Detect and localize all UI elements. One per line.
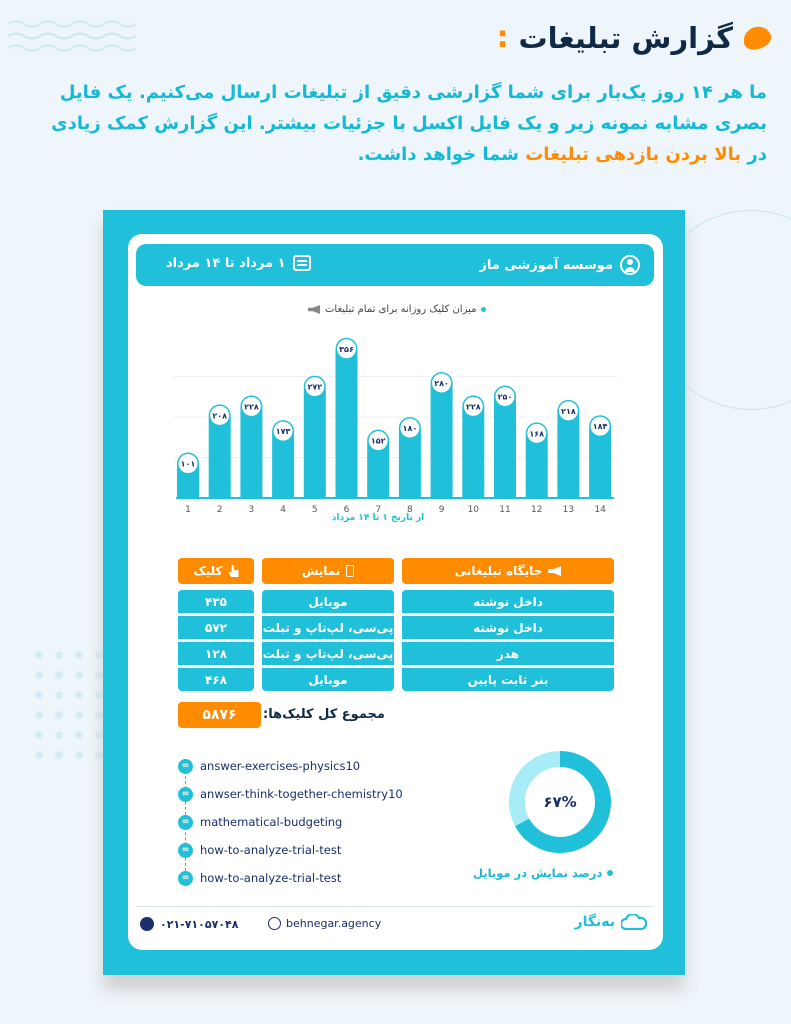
phone-icon bbox=[346, 565, 354, 577]
bar-value-label: ۱۷۳ bbox=[275, 427, 291, 437]
bar-base bbox=[526, 486, 548, 498]
header-position-label: جایگاه تبلیغاتی bbox=[454, 564, 543, 578]
wave-decoration bbox=[8, 18, 148, 58]
institute-name: موسسه آموزشی ماز bbox=[479, 257, 613, 273]
table-cell-display: موبایل bbox=[262, 668, 394, 691]
link-item[interactable] bbox=[178, 808, 403, 836]
chart-x-label: از تاریخ ۱ تا ۱۴ مرداد bbox=[331, 513, 425, 523]
header-position bbox=[402, 558, 614, 584]
phone-number: ۰۲۱-۷۱۰۵۷۰۴۸ bbox=[160, 917, 239, 931]
link-item[interactable] bbox=[178, 780, 403, 808]
calendar-icon bbox=[293, 255, 311, 271]
bar-value-label: ۱۰۱ bbox=[180, 459, 196, 469]
link-item[interactable] bbox=[178, 752, 403, 780]
link-item[interactable] bbox=[178, 836, 403, 864]
link-icon: ∞ bbox=[178, 787, 193, 802]
bar-value-label: ۲۲۸ bbox=[465, 402, 481, 412]
link-text[interactable]: anwser-think-together-chemistry10 bbox=[200, 787, 403, 801]
donut-caption-text: درصد نمایش در موبایل bbox=[473, 866, 603, 880]
dots-decoration bbox=[34, 650, 104, 760]
bar-base bbox=[304, 486, 326, 498]
bar-base bbox=[209, 486, 231, 498]
x-tick-label: 4 bbox=[280, 505, 286, 515]
x-tick-label: 8 bbox=[407, 505, 413, 515]
table-cell-display: پی‌سی، لپ‌تاپ و تبلت bbox=[262, 642, 394, 665]
bar-value-label: ۲۵۰ bbox=[497, 392, 513, 402]
bar-base bbox=[462, 486, 484, 498]
table-cell-display: پی‌سی، لپ‌تاپ و تبلت bbox=[262, 616, 394, 639]
chart-title: میزان کلیک روزانه برای تمام تبلیغات bbox=[325, 304, 477, 315]
bar-value-label: ۱۸۴ bbox=[592, 422, 608, 432]
page-title-row bbox=[497, 20, 771, 55]
x-tick-label: 1 bbox=[185, 505, 191, 515]
header-display bbox=[262, 558, 394, 584]
bar-value-label: ۲۷۲ bbox=[307, 382, 323, 392]
table-cell-clicks: ۵۷۲ bbox=[178, 616, 254, 639]
footer-divider bbox=[136, 906, 654, 907]
megaphone-icon bbox=[308, 305, 320, 314]
link-text[interactable]: how-to-analyze-trial-test bbox=[200, 843, 342, 857]
article-links bbox=[178, 752, 403, 892]
bar-value-label: ۲۰۸ bbox=[212, 411, 228, 421]
title-bullet-icon bbox=[740, 22, 774, 52]
table-cell-clicks: ۴۳۵ bbox=[178, 590, 254, 613]
header-clicks bbox=[178, 558, 254, 584]
footer-brand bbox=[575, 914, 647, 930]
caption-dot bbox=[607, 870, 613, 876]
x-tick-label: 13 bbox=[562, 505, 575, 515]
date-range: ۱ مرداد تا ۱۴ مرداد bbox=[166, 255, 286, 271]
footer-website[interactable] bbox=[268, 917, 381, 930]
table-cell-position: داخل نوشته bbox=[402, 616, 614, 639]
bar-base bbox=[589, 486, 611, 498]
intro-text-1: ما هر ۱۴ روز یک‌بار برای شما گزارشی دقیق از تبلیغات ارسال می‌کنیم. یک فایل بصری مشابه نمونه زیر و یک فایل اکسل با جزئیات بیشتر. این گزارش کمک زیادی در bbox=[51, 82, 767, 165]
x-tick-label: 2 bbox=[216, 505, 223, 515]
footer-phone[interactable] bbox=[140, 917, 238, 931]
x-tick-label: 9 bbox=[438, 505, 445, 515]
bar-base bbox=[557, 486, 579, 498]
bar-value-label: ۱۸۰ bbox=[402, 424, 418, 433]
x-tick-label: 3 bbox=[248, 505, 255, 515]
table-cell-position: بنر ثابت پایین bbox=[402, 668, 614, 691]
mobile-share-donut bbox=[506, 748, 614, 856]
bar-value-label: ۳۵۶ bbox=[339, 344, 354, 354]
table-cell-position: هدر bbox=[402, 642, 614, 665]
link-icon: ∞ bbox=[178, 871, 193, 886]
bar-base bbox=[431, 486, 453, 498]
bar-base bbox=[399, 486, 421, 498]
x-tick-label: 5 bbox=[311, 505, 318, 515]
x-tick-label: 6 bbox=[343, 505, 350, 515]
link-text[interactable]: mathematical-budgeting bbox=[200, 815, 343, 829]
bar-value-label: ۲۸۰ bbox=[434, 379, 449, 388]
brand-name: به‌نگار bbox=[574, 914, 615, 930]
donut-caption bbox=[473, 866, 613, 880]
header-clicks-label: کلیک bbox=[193, 564, 223, 578]
hand-pointer-icon bbox=[229, 565, 239, 577]
globe-icon bbox=[268, 917, 281, 930]
link-item[interactable] bbox=[178, 864, 403, 892]
bar-base bbox=[177, 486, 199, 498]
intro-paragraph bbox=[27, 78, 767, 171]
chart-title-row bbox=[308, 304, 486, 315]
bar-base bbox=[272, 486, 294, 498]
bar-base bbox=[240, 486, 262, 498]
megaphone-icon bbox=[548, 566, 561, 576]
bar-base bbox=[494, 486, 516, 498]
title-colon: : bbox=[496, 20, 509, 55]
bar-base bbox=[367, 486, 389, 498]
link-icon: ∞ bbox=[178, 815, 193, 830]
bar-value-label: ۱۵۲ bbox=[370, 436, 386, 446]
total-clicks-label: مجموع کل کلیک‌ها: bbox=[263, 707, 385, 722]
bar-value-label: ۲۲۸ bbox=[244, 402, 259, 412]
table-cell-position: داخل نوشته bbox=[402, 590, 614, 613]
bar-value-label: ۱۶۸ bbox=[529, 429, 545, 439]
page-title: گزارش تبلیغات bbox=[518, 20, 733, 55]
donut-percent: ۶۷% bbox=[543, 793, 577, 811]
x-tick-label: 10 bbox=[467, 505, 480, 515]
user-icon bbox=[620, 255, 640, 275]
bar-value-label: ۲۱۸ bbox=[561, 406, 576, 416]
chart-title-dot bbox=[481, 307, 486, 312]
cloud-logo-icon bbox=[621, 914, 647, 930]
link-text[interactable]: answer-exercises-physics10 bbox=[200, 759, 361, 773]
table-cell-clicks: ۱۲۸ bbox=[178, 642, 254, 665]
x-tick-label: 11 bbox=[499, 505, 511, 515]
total-clicks-value: ۵۸۷۶ bbox=[178, 702, 261, 728]
bar bbox=[336, 338, 358, 498]
phone-icon bbox=[140, 917, 154, 931]
report-header bbox=[136, 244, 654, 286]
table-cell-clicks: ۴۶۸ bbox=[178, 668, 254, 691]
intro-text-2: شما خواهد داشت. bbox=[357, 143, 526, 165]
table-cell-display: موبایل bbox=[262, 590, 394, 613]
x-tick-label: 7 bbox=[375, 505, 382, 515]
x-tick-label: 14 bbox=[594, 505, 606, 515]
header-display-label: نمایش bbox=[301, 564, 341, 578]
report-card bbox=[128, 234, 663, 950]
date-block bbox=[166, 255, 311, 271]
daily-clicks-chart bbox=[168, 326, 628, 526]
x-tick-label: 12 bbox=[530, 505, 543, 515]
link-icon: ∞ bbox=[178, 843, 193, 858]
link-text[interactable]: how-to-analyze-trial-test bbox=[200, 871, 342, 885]
intro-highlight: بالا بردن بازدهی تبلیغات bbox=[525, 143, 742, 165]
website-text: behnegar.agency bbox=[286, 917, 382, 930]
link-icon: ∞ bbox=[178, 759, 193, 774]
institute-block bbox=[479, 255, 640, 275]
bar-base bbox=[336, 486, 358, 498]
